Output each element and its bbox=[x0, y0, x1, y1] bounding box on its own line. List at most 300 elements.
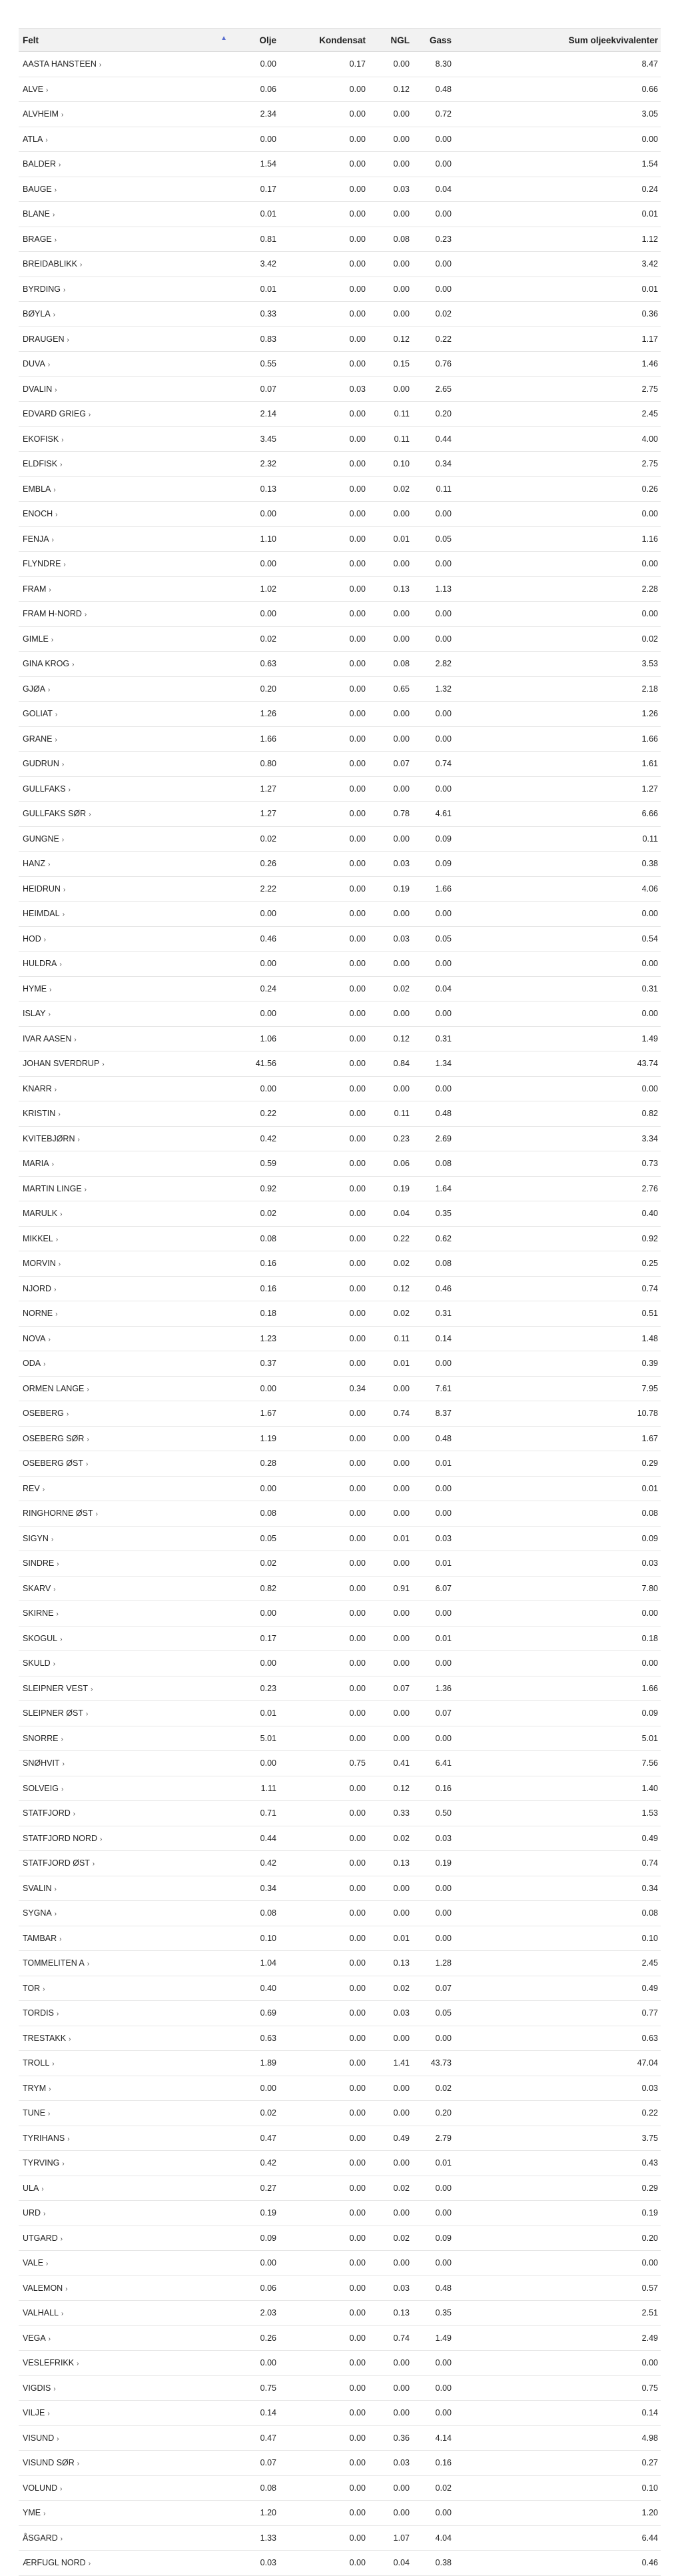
felt-link[interactable] bbox=[23, 1658, 55, 1668]
ngl-cell: 0.00 bbox=[368, 376, 412, 402]
olje-cell: 2.32 bbox=[231, 452, 279, 477]
felt-link[interactable] bbox=[23, 434, 64, 444]
felt-link[interactable] bbox=[23, 1808, 75, 1818]
olje-cell: 0.00 bbox=[231, 2351, 279, 2376]
olje-cell: 0.06 bbox=[231, 2275, 279, 2301]
gass-cell: 0.00 bbox=[412, 502, 454, 527]
chevron-right-icon: › bbox=[84, 611, 87, 619]
felt-link[interactable] bbox=[23, 584, 51, 594]
felt-link[interactable] bbox=[23, 1534, 53, 1543]
felt-link[interactable] bbox=[23, 659, 75, 668]
felt-link[interactable] bbox=[23, 709, 57, 718]
olje-cell: 0.20 bbox=[231, 676, 279, 702]
felt-link[interactable] bbox=[23, 2184, 44, 2193]
felt-link[interactable] bbox=[23, 1634, 62, 1643]
felt-cell bbox=[19, 1251, 231, 1277]
felt-link[interactable] bbox=[23, 684, 50, 694]
olje-cell: 41.56 bbox=[231, 1051, 279, 1077]
sum-cell: 2.45 bbox=[454, 402, 661, 427]
sum-cell: 0.43 bbox=[454, 2151, 661, 2176]
chevron-right-icon: › bbox=[47, 2410, 50, 2418]
chevron-right-icon: › bbox=[51, 1161, 54, 1169]
chevron-right-icon: › bbox=[54, 1285, 57, 1293]
felt-link[interactable] bbox=[23, 934, 46, 944]
gass-cell: 0.19 bbox=[412, 1851, 454, 1876]
felt-link[interactable] bbox=[23, 2383, 56, 2393]
felt-link[interactable] bbox=[23, 259, 82, 269]
kondensat-cell: 0.00 bbox=[279, 1126, 368, 1151]
ngl-cell: 0.00 bbox=[368, 1626, 412, 1651]
kondensat-cell: 0.00 bbox=[279, 1526, 368, 1551]
olje-cell: 1.23 bbox=[231, 1326, 279, 1351]
felt-link[interactable] bbox=[23, 1884, 57, 1893]
gass-cell: 0.20 bbox=[412, 2101, 454, 2126]
felt-cell bbox=[19, 1451, 231, 1477]
chevron-right-icon: › bbox=[49, 985, 52, 993]
sum-cell: 2.76 bbox=[454, 1176, 661, 1201]
gass-cell: 0.04 bbox=[412, 976, 454, 1001]
table-row bbox=[19, 1876, 661, 1901]
sum-cell: 0.82 bbox=[454, 1101, 661, 1127]
chevron-right-icon: › bbox=[90, 1685, 93, 1693]
kondensat-cell: 0.00 bbox=[279, 2325, 368, 2351]
ngl-cell: 0.01 bbox=[368, 526, 412, 552]
felt-link[interactable] bbox=[23, 1034, 77, 1043]
sum-cell: 43.74 bbox=[454, 1051, 661, 1077]
felt-link[interactable] bbox=[23, 959, 62, 968]
felt-name: GINA KROG bbox=[23, 659, 70, 669]
chevron-right-icon: › bbox=[45, 136, 48, 144]
felt-link[interactable] bbox=[23, 2208, 45, 2218]
felt-name: SLEIPNER VEST bbox=[23, 1683, 88, 1693]
felt-link[interactable] bbox=[23, 159, 61, 169]
table-row bbox=[19, 676, 661, 702]
kondensat-cell: 0.00 bbox=[279, 976, 368, 1001]
chevron-right-icon: › bbox=[53, 2385, 56, 2393]
felt-link[interactable] bbox=[23, 1134, 80, 1143]
felt-cell bbox=[19, 1601, 231, 1626]
chevron-right-icon: › bbox=[42, 1485, 45, 1493]
olje-cell: 0.75 bbox=[231, 2375, 279, 2401]
felt-link[interactable] bbox=[23, 2433, 59, 2443]
kondensat-cell: 0.00 bbox=[279, 776, 368, 802]
sum-cell: 0.74 bbox=[454, 1276, 661, 1301]
olje-cell: 0.00 bbox=[231, 1476, 279, 1501]
gass-cell: 0.00 bbox=[412, 1726, 454, 1751]
felt-link[interactable] bbox=[23, 559, 66, 568]
felt-link[interactable] bbox=[23, 1684, 93, 1693]
felt-link[interactable] bbox=[23, 2108, 50, 2118]
felt-link[interactable] bbox=[23, 109, 63, 119]
felt-name: REV bbox=[23, 1483, 40, 1493]
felt-link[interactable] bbox=[23, 834, 64, 844]
felt-link[interactable] bbox=[23, 2533, 63, 2543]
felt-link[interactable] bbox=[23, 809, 91, 818]
felt-link[interactable] bbox=[23, 209, 55, 219]
felt-name: EKOFISK bbox=[23, 434, 59, 444]
felt-cell bbox=[19, 976, 231, 1001]
felt-link[interactable] bbox=[23, 484, 56, 494]
felt-link[interactable] bbox=[23, 384, 57, 394]
felt-link[interactable] bbox=[23, 2258, 48, 2267]
felt-name: BALDER bbox=[23, 159, 57, 169]
felt-link[interactable] bbox=[23, 1184, 87, 1193]
felt-link[interactable] bbox=[23, 909, 65, 918]
gass-cell: 0.14 bbox=[412, 1326, 454, 1351]
felt-link[interactable] bbox=[23, 2408, 50, 2417]
gass-cell: 0.00 bbox=[412, 202, 454, 227]
table-row bbox=[19, 1626, 661, 1651]
ngl-cell: 0.00 bbox=[368, 302, 412, 327]
felt-link[interactable] bbox=[23, 1084, 57, 1093]
felt-link[interactable] bbox=[23, 1484, 45, 1493]
kondensat-cell: 0.00 bbox=[279, 2051, 368, 2076]
felt-name: NOVA bbox=[23, 1333, 46, 1343]
felt-link[interactable] bbox=[23, 2008, 59, 2018]
olje-cell: 0.92 bbox=[231, 1176, 279, 1201]
table-row bbox=[19, 1701, 661, 1726]
gass-cell: 2.69 bbox=[412, 1126, 454, 1151]
table-row bbox=[19, 152, 661, 177]
felt-link[interactable] bbox=[23, 1509, 98, 1518]
felt-name: TOMMELITEN A bbox=[23, 1958, 85, 1968]
felt-link[interactable] bbox=[23, 2333, 51, 2343]
ngl-cell: 0.00 bbox=[368, 1501, 412, 1527]
felt-link[interactable] bbox=[23, 1009, 51, 1018]
kondensat-cell: 0.17 bbox=[279, 52, 368, 77]
ngl-cell: 0.01 bbox=[368, 1351, 412, 1377]
column-header-sum[interactable]: Sum oljeekvivalenter bbox=[454, 29, 661, 52]
sum-cell: 2.45 bbox=[454, 1951, 661, 1976]
felt-link[interactable] bbox=[23, 359, 50, 368]
felt-link[interactable] bbox=[23, 409, 91, 418]
table-header bbox=[19, 29, 661, 52]
gass-cell: 0.05 bbox=[412, 926, 454, 952]
felt-link[interactable] bbox=[23, 1958, 89, 1968]
felt-link[interactable] bbox=[23, 1109, 61, 1118]
felt-cell bbox=[19, 826, 231, 852]
table-row bbox=[19, 1476, 661, 1501]
felt-cell bbox=[19, 1751, 231, 1776]
ngl-cell: 0.84 bbox=[368, 1051, 412, 1077]
felt-link[interactable] bbox=[23, 734, 57, 744]
table-row bbox=[19, 1426, 661, 1451]
felt-cell bbox=[19, 2201, 231, 2226]
chevron-right-icon: › bbox=[61, 111, 64, 119]
felt-link[interactable] bbox=[23, 85, 48, 94]
felt-cell bbox=[19, 2051, 231, 2076]
table-row bbox=[19, 576, 661, 602]
table-row bbox=[19, 602, 661, 627]
table-row bbox=[19, 252, 661, 277]
felt-link[interactable] bbox=[23, 1708, 88, 1718]
table-row bbox=[19, 2176, 661, 2201]
chevron-right-icon: › bbox=[60, 2535, 63, 2543]
ngl-cell: 0.02 bbox=[368, 1301, 412, 1327]
felt-link[interactable] bbox=[23, 784, 71, 794]
felt-name: BRAGE bbox=[23, 234, 52, 244]
felt-link[interactable] bbox=[23, 1384, 89, 1393]
production-table-container bbox=[19, 28, 661, 2576]
felt-link[interactable] bbox=[23, 309, 55, 319]
gass-cell: 4.04 bbox=[412, 2525, 454, 2551]
kondensat-cell: 0.00 bbox=[279, 1276, 368, 1301]
kondensat-cell: 0.00 bbox=[279, 1551, 368, 1577]
ngl-cell: 0.00 bbox=[368, 2251, 412, 2276]
felt-name: VEGA bbox=[23, 2333, 46, 2343]
felt-link[interactable] bbox=[23, 2283, 68, 2293]
sum-cell: 1.48 bbox=[454, 1326, 661, 1351]
felt-cell bbox=[19, 1551, 231, 1577]
felt-link[interactable] bbox=[23, 2308, 63, 2317]
gass-cell: 0.05 bbox=[412, 526, 454, 552]
felt-cell bbox=[19, 2375, 231, 2401]
table-row bbox=[19, 1526, 661, 1551]
felt-link[interactable] bbox=[23, 859, 50, 868]
felt-link[interactable] bbox=[23, 1209, 62, 1218]
table-row bbox=[19, 1401, 661, 1427]
olje-cell: 0.42 bbox=[231, 1126, 279, 1151]
felt-cell bbox=[19, 152, 231, 177]
gass-cell: 0.50 bbox=[412, 1801, 454, 1826]
sum-cell: 1.54 bbox=[454, 152, 661, 177]
felt-link[interactable] bbox=[23, 1259, 61, 1268]
felt-link[interactable] bbox=[23, 285, 65, 294]
felt-link[interactable] bbox=[23, 2034, 71, 2043]
felt-link[interactable] bbox=[23, 2458, 79, 2467]
olje-cell: 1.89 bbox=[231, 2051, 279, 2076]
ngl-cell: 0.00 bbox=[368, 2076, 412, 2101]
ngl-cell: 0.00 bbox=[368, 2501, 412, 2526]
felt-link[interactable] bbox=[23, 459, 62, 468]
felt-name: HULDRA bbox=[23, 959, 57, 969]
felt-link[interactable] bbox=[23, 1559, 59, 1568]
felt-link[interactable] bbox=[23, 1609, 59, 1618]
sum-cell: 0.00 bbox=[454, 552, 661, 577]
ngl-cell: 0.00 bbox=[368, 252, 412, 277]
felt-link[interactable] bbox=[23, 1584, 56, 1593]
felt-name: TOR bbox=[23, 1983, 41, 1993]
felt-cell bbox=[19, 1276, 231, 1301]
gass-cell: 6.07 bbox=[412, 1576, 454, 1601]
olje-cell: 0.02 bbox=[231, 2101, 279, 2126]
felt-link[interactable] bbox=[23, 135, 48, 144]
table-row bbox=[19, 52, 661, 77]
felt-link[interactable] bbox=[23, 1159, 54, 1168]
felt-link[interactable] bbox=[23, 1834, 102, 1843]
felt-link[interactable] bbox=[23, 1459, 88, 1468]
table-row bbox=[19, 302, 661, 327]
table-row bbox=[19, 1801, 661, 1826]
gass-cell: 0.00 bbox=[412, 1876, 454, 1901]
felt-link[interactable] bbox=[23, 1234, 58, 1243]
felt-link[interactable] bbox=[23, 2508, 45, 2517]
gass-cell: 0.00 bbox=[412, 702, 454, 727]
felt-link[interactable] bbox=[23, 509, 58, 518]
chevron-right-icon: › bbox=[61, 836, 65, 844]
ngl-cell: 0.02 bbox=[368, 2226, 412, 2251]
felt-name: BREIDABLIKK bbox=[23, 259, 77, 269]
felt-link[interactable] bbox=[23, 1409, 69, 1418]
felt-link[interactable] bbox=[23, 1908, 57, 1918]
felt-name: SOLVEIG bbox=[23, 1783, 59, 1793]
olje-cell: 0.18 bbox=[231, 1301, 279, 1327]
felt-name: STATFJORD NORD bbox=[23, 1833, 98, 1843]
chevron-right-icon: › bbox=[58, 1261, 61, 1269]
felt-link[interactable] bbox=[23, 609, 87, 618]
sum-cell: 1.66 bbox=[454, 1676, 661, 1701]
olje-cell: 1.27 bbox=[231, 776, 279, 802]
felt-link[interactable] bbox=[23, 1334, 51, 1343]
felt-link[interactable] bbox=[23, 185, 57, 194]
table-row bbox=[19, 1601, 661, 1626]
kondensat-cell: 0.00 bbox=[279, 1601, 368, 1626]
chevron-right-icon: › bbox=[55, 1235, 59, 1243]
ngl-cell: 0.11 bbox=[368, 1101, 412, 1127]
felt-link[interactable] bbox=[23, 1359, 45, 1368]
felt-name: TRYM bbox=[23, 2083, 47, 2093]
gass-cell: 0.46 bbox=[412, 1276, 454, 1301]
felt-cell bbox=[19, 77, 231, 102]
gass-cell: 0.48 bbox=[412, 1101, 454, 1127]
felt-link[interactable] bbox=[23, 1284, 56, 1293]
chevron-right-icon: › bbox=[43, 2510, 46, 2518]
felt-name: SINDRE bbox=[23, 1559, 55, 1569]
felt-link[interactable] bbox=[23, 1784, 63, 1793]
table-row bbox=[19, 2275, 661, 2301]
felt-link[interactable] bbox=[23, 1059, 105, 1068]
table-row bbox=[19, 102, 661, 127]
felt-link[interactable] bbox=[23, 2358, 79, 2367]
kondensat-cell: 0.00 bbox=[279, 2551, 368, 2576]
gass-cell: 0.05 bbox=[412, 2001, 454, 2026]
felt-link[interactable] bbox=[23, 759, 64, 768]
table-row bbox=[19, 1926, 661, 1951]
kondensat-cell: 0.00 bbox=[279, 452, 368, 477]
column-header-olje[interactable]: Olje bbox=[231, 29, 279, 52]
table-row bbox=[19, 1301, 661, 1327]
column-header-kondensat[interactable]: Kondensat bbox=[279, 29, 368, 52]
kondensat-cell: 0.00 bbox=[279, 2275, 368, 2301]
felt-cell bbox=[19, 1176, 231, 1201]
felt-link[interactable] bbox=[23, 634, 53, 644]
felt-name: SVALIN bbox=[23, 1883, 52, 1893]
chevron-right-icon: › bbox=[43, 1985, 45, 1993]
chevron-right-icon: › bbox=[86, 1710, 89, 1718]
gass-cell: 0.16 bbox=[412, 1776, 454, 1801]
sum-cell: 0.00 bbox=[454, 1076, 661, 1101]
felt-link[interactable] bbox=[23, 1309, 58, 1318]
felt-link[interactable] bbox=[23, 2483, 62, 2493]
felt-link[interactable] bbox=[23, 884, 65, 894]
felt-link[interactable] bbox=[23, 2558, 91, 2567]
felt-cell bbox=[19, 2076, 231, 2101]
table-row bbox=[19, 127, 661, 152]
header-row bbox=[19, 29, 661, 52]
felt-link[interactable] bbox=[23, 1934, 62, 1943]
felt-link[interactable] bbox=[23, 1758, 65, 1768]
ngl-cell: 0.00 bbox=[368, 1376, 412, 1401]
felt-link[interactable] bbox=[23, 2058, 55, 2068]
felt-link[interactable] bbox=[23, 334, 69, 344]
column-header-felt[interactable] bbox=[19, 29, 231, 52]
gass-cell: 0.76 bbox=[412, 352, 454, 377]
felt-name: OSEBERG SØR bbox=[23, 1433, 85, 1443]
chevron-right-icon: › bbox=[66, 1411, 69, 1419]
felt-cell bbox=[19, 2001, 231, 2026]
felt-cell bbox=[19, 1901, 231, 1926]
sum-cell: 1.66 bbox=[454, 726, 661, 752]
gass-cell: 4.61 bbox=[412, 802, 454, 827]
chevron-right-icon: › bbox=[62, 1760, 65, 1768]
table-row bbox=[19, 277, 661, 302]
felt-name: HANZ bbox=[23, 859, 46, 869]
felt-cell bbox=[19, 177, 231, 202]
felt-name: TUNE bbox=[23, 2108, 46, 2118]
felt-cell bbox=[19, 1401, 231, 1427]
ngl-cell: 0.00 bbox=[368, 1726, 412, 1751]
felt-link[interactable] bbox=[23, 235, 57, 244]
felt-link[interactable] bbox=[23, 984, 51, 993]
chevron-right-icon: › bbox=[87, 1960, 90, 1968]
sum-cell: 0.73 bbox=[454, 1151, 661, 1177]
kondensat-cell: 0.00 bbox=[279, 826, 368, 852]
ngl-cell: 0.08 bbox=[368, 652, 412, 677]
gass-cell: 0.00 bbox=[412, 252, 454, 277]
felt-name: FRAM bbox=[23, 584, 47, 594]
column-header-gass[interactable]: Gass bbox=[412, 29, 454, 52]
felt-name: KVITEBJØRN bbox=[23, 1133, 75, 1143]
felt-cell bbox=[19, 876, 231, 902]
ngl-cell: 1.07 bbox=[368, 2525, 412, 2551]
olje-cell: 0.03 bbox=[231, 2551, 279, 2576]
olje-cell: 0.02 bbox=[231, 1201, 279, 1227]
felt-link[interactable] bbox=[23, 534, 54, 544]
gass-cell: 0.00 bbox=[412, 1501, 454, 1527]
felt-cell bbox=[19, 1526, 231, 1551]
gass-cell: 8.30 bbox=[412, 52, 454, 77]
felt-link[interactable] bbox=[23, 1734, 63, 1743]
felt-cell bbox=[19, 1801, 231, 1826]
felt-link[interactable] bbox=[23, 2158, 65, 2168]
olje-cell: 0.82 bbox=[231, 1576, 279, 1601]
felt-link[interactable] bbox=[23, 2134, 70, 2143]
felt-link[interactable] bbox=[23, 1984, 45, 1993]
felt-link[interactable] bbox=[23, 1434, 89, 1443]
ngl-cell: 0.00 bbox=[368, 902, 412, 927]
gass-cell: 0.01 bbox=[412, 1551, 454, 1577]
felt-cell bbox=[19, 726, 231, 752]
felt-cell bbox=[19, 1626, 231, 1651]
felt-link[interactable] bbox=[23, 1858, 95, 1868]
sum-cell: 0.11 bbox=[454, 826, 661, 852]
gass-cell: 0.07 bbox=[412, 1976, 454, 2001]
ngl-cell: 0.02 bbox=[368, 1826, 412, 1851]
olje-cell: 0.40 bbox=[231, 1976, 279, 2001]
felt-link[interactable] bbox=[23, 2234, 63, 2243]
table-row bbox=[19, 227, 661, 252]
felt-cell bbox=[19, 1576, 231, 1601]
olje-cell: 0.00 bbox=[231, 1001, 279, 1027]
kondensat-cell: 0.00 bbox=[279, 177, 368, 202]
sort-ascending-icon[interactable]: ▲ bbox=[220, 35, 227, 42]
ngl-cell: 0.01 bbox=[368, 1926, 412, 1951]
column-header-ngl[interactable]: NGL bbox=[368, 29, 412, 52]
gass-cell: 2.65 bbox=[412, 376, 454, 402]
felt-link[interactable] bbox=[23, 2084, 51, 2093]
felt-link[interactable] bbox=[23, 59, 101, 69]
chevron-right-icon: › bbox=[62, 2160, 65, 2168]
